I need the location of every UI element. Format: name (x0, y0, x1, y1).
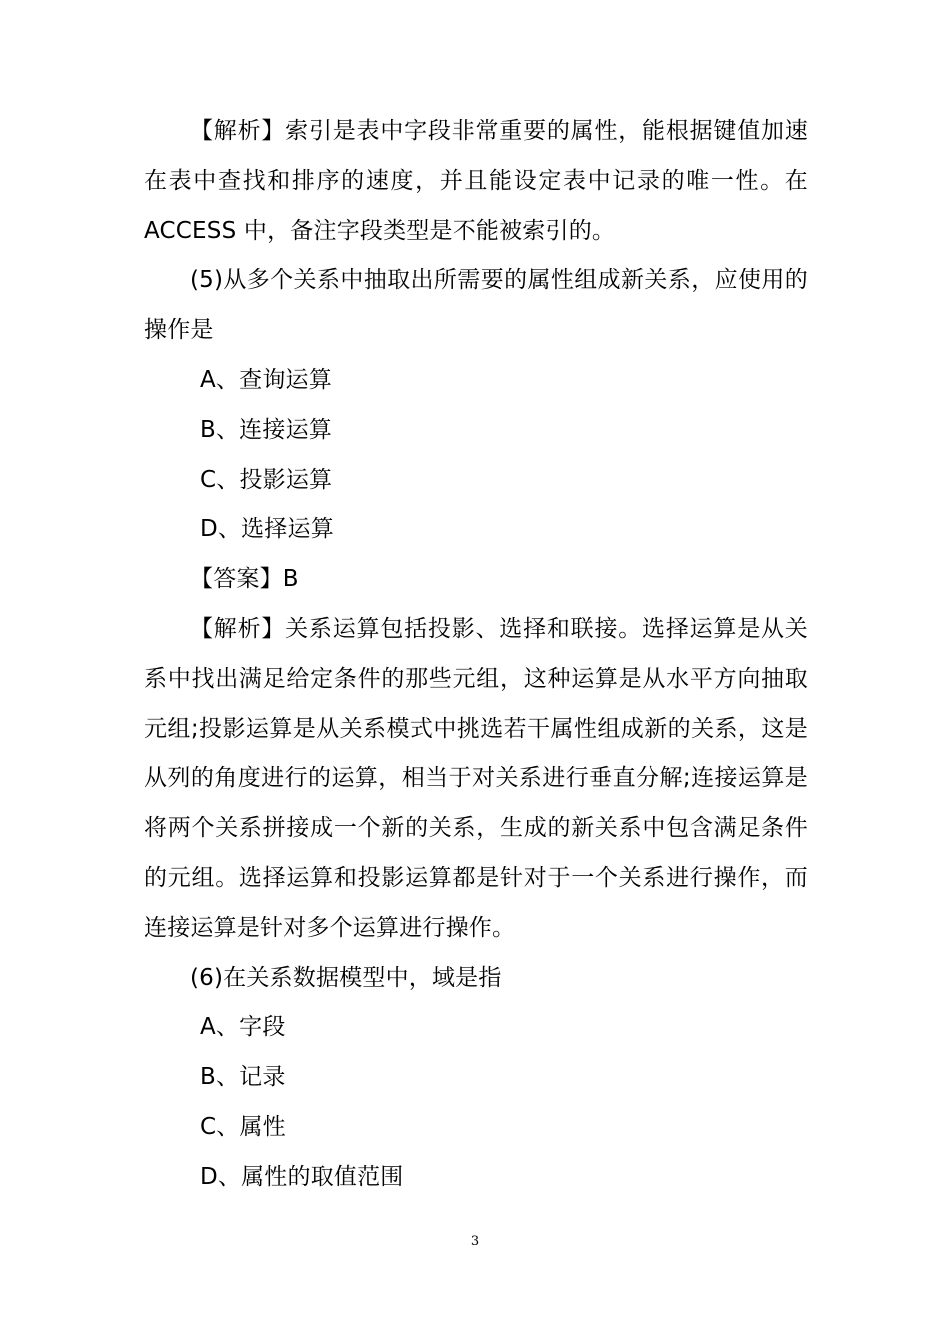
option-b: B、连接运算 (200, 416, 332, 443)
option-a: A、查询运算 (200, 366, 332, 393)
option-d: D、选择运算 (200, 516, 334, 543)
answer-line: 【答案】B (190, 566, 299, 593)
option-d: D、属性的取值范围 (200, 1163, 404, 1190)
option-c: C、属性 (200, 1113, 286, 1140)
page-number: 3 (470, 1234, 480, 1249)
analysis-paragraph: 【解析】关系运算包括投影、选择和联接。选择运算是从关系中找出满足给定条件的那些元组，这种运算是从水平方向抽取元组;投影运算是从关系模式中挑选若干属性组成新的关系，这是从列的角度进行的运算，相当于对关系进行垂直分解;连接运算是将两个关系拼接成一个新的关系，生成的新关系中包含满足条件的元组。选择运算和投影运算都是针对于一个关系进行操作，而连接运算是针对多个运算进行操作。 (144, 615, 808, 941)
document-body (144, 107, 808, 1203)
analysis-paragraph: 【解析】索引是表中字段非常重要的属性，能根据键值加速在表中查找和排序的速度，并且能设定表中记录的唯一性。在 ACCESS 中，备注字段类型是不能被索引的。 (144, 118, 808, 244)
question-5: (5)从多个关系中抽取出所需要的属性组成新关系，应使用的操作是 (144, 267, 808, 344)
option-b: B、记录 (200, 1064, 286, 1091)
option-c: C、投影运算 (200, 466, 333, 493)
question-6: (6)在关系数据模型中，域是指 (190, 964, 502, 991)
option-a: A、字段 (200, 1014, 286, 1041)
